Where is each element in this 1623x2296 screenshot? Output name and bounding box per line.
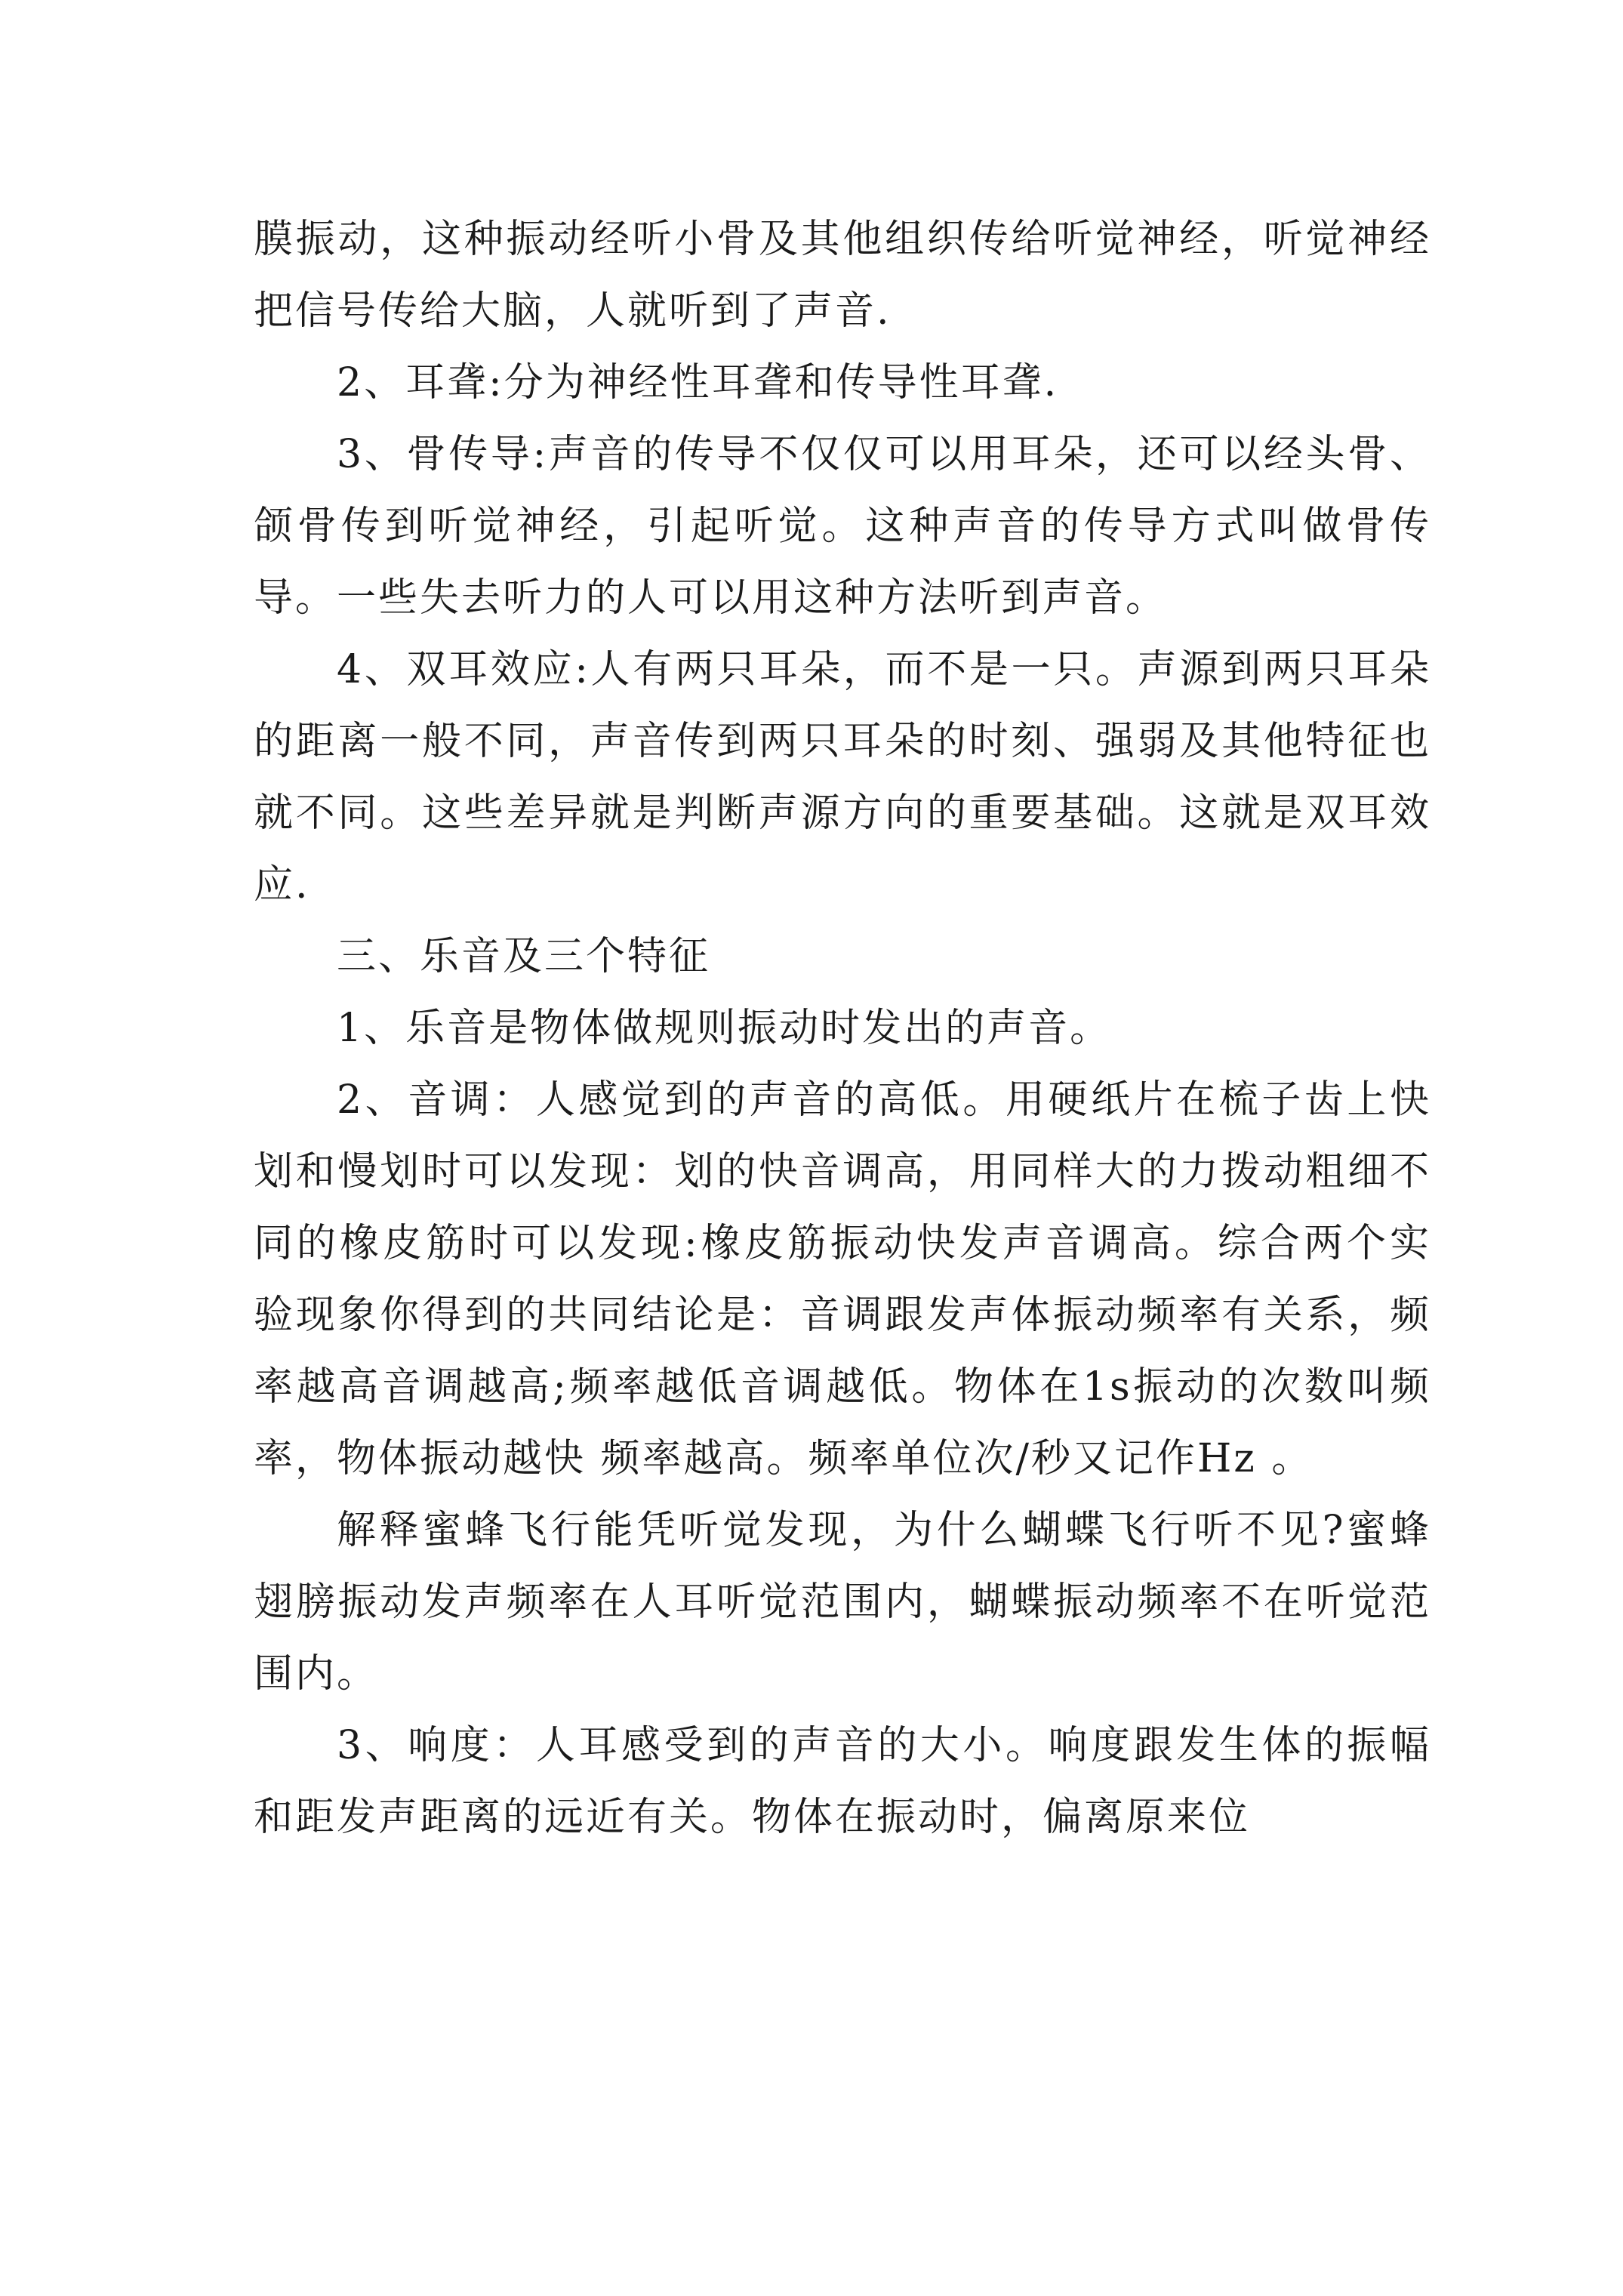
document-body [254, 204, 1431, 1854]
paragraph-7: 2、音调：人感觉到的声音的高低。用硬纸片在梳子齿上快划和慢划时可以发现：划的快音调高，用同样大的力拨动粗细不同的橡皮筋时可以发现:橡皮筋振动快发声音调高。综合两个实验现象你得到的共同结论是：音调跟发声体振动频率有关系，频率越高音调越高;频率越低音调越低。物体在1s振动的次数叫频率，物体振动越快 频率越高。频率单位次/秒又记作Hz 。 [254, 1077, 1431, 1481]
paragraph-3: 3、骨传导:声音的传导不仅仅可以用耳朵，还可以经头骨、颌骨传到听觉神经，引起听觉。这种声音的传导方式叫做骨传导。一些失去听力的人可以用这种方法听到声音。 [254, 432, 1431, 621]
section-heading: 三、乐音及三个特征 [337, 934, 711, 979]
paragraph-8: 解释蜜蜂飞行能凭听觉发现，为什么蝴蝶飞行听不见?蜜蜂翅膀振动发声频率在人耳听觉范围内，蝴蝶振动频率不在听觉范围内。 [254, 1508, 1431, 1697]
paragraph-2: 2、耳聋:分为神经性耳聋和传导性耳聋. [337, 360, 1059, 405]
paragraph-4: 4、双耳效应:人有两只耳朵，而不是一只。声源到两只耳朵的距离一般不同，声音传到两只耳朵的时刻、强弱及其他特征也就不同。这些差异就是判断声源方向的重要基础。这就是双耳效应. [254, 647, 1431, 908]
paragraph-1: 膜振动，这种振动经听小骨及其他组织传给听觉神经，听觉神经把信号传给大脑，人就听到了声音. [254, 217, 1431, 334]
paragraph-9: 3、响度：人耳感受到的声音的大小。响度跟发生体的振幅和距发声距离的远近有关。物体在振动时，偏离原来位 [254, 1723, 1431, 1840]
paragraph-6: 1、乐音是物体做规则振动时发出的声音。 [337, 1006, 1112, 1051]
